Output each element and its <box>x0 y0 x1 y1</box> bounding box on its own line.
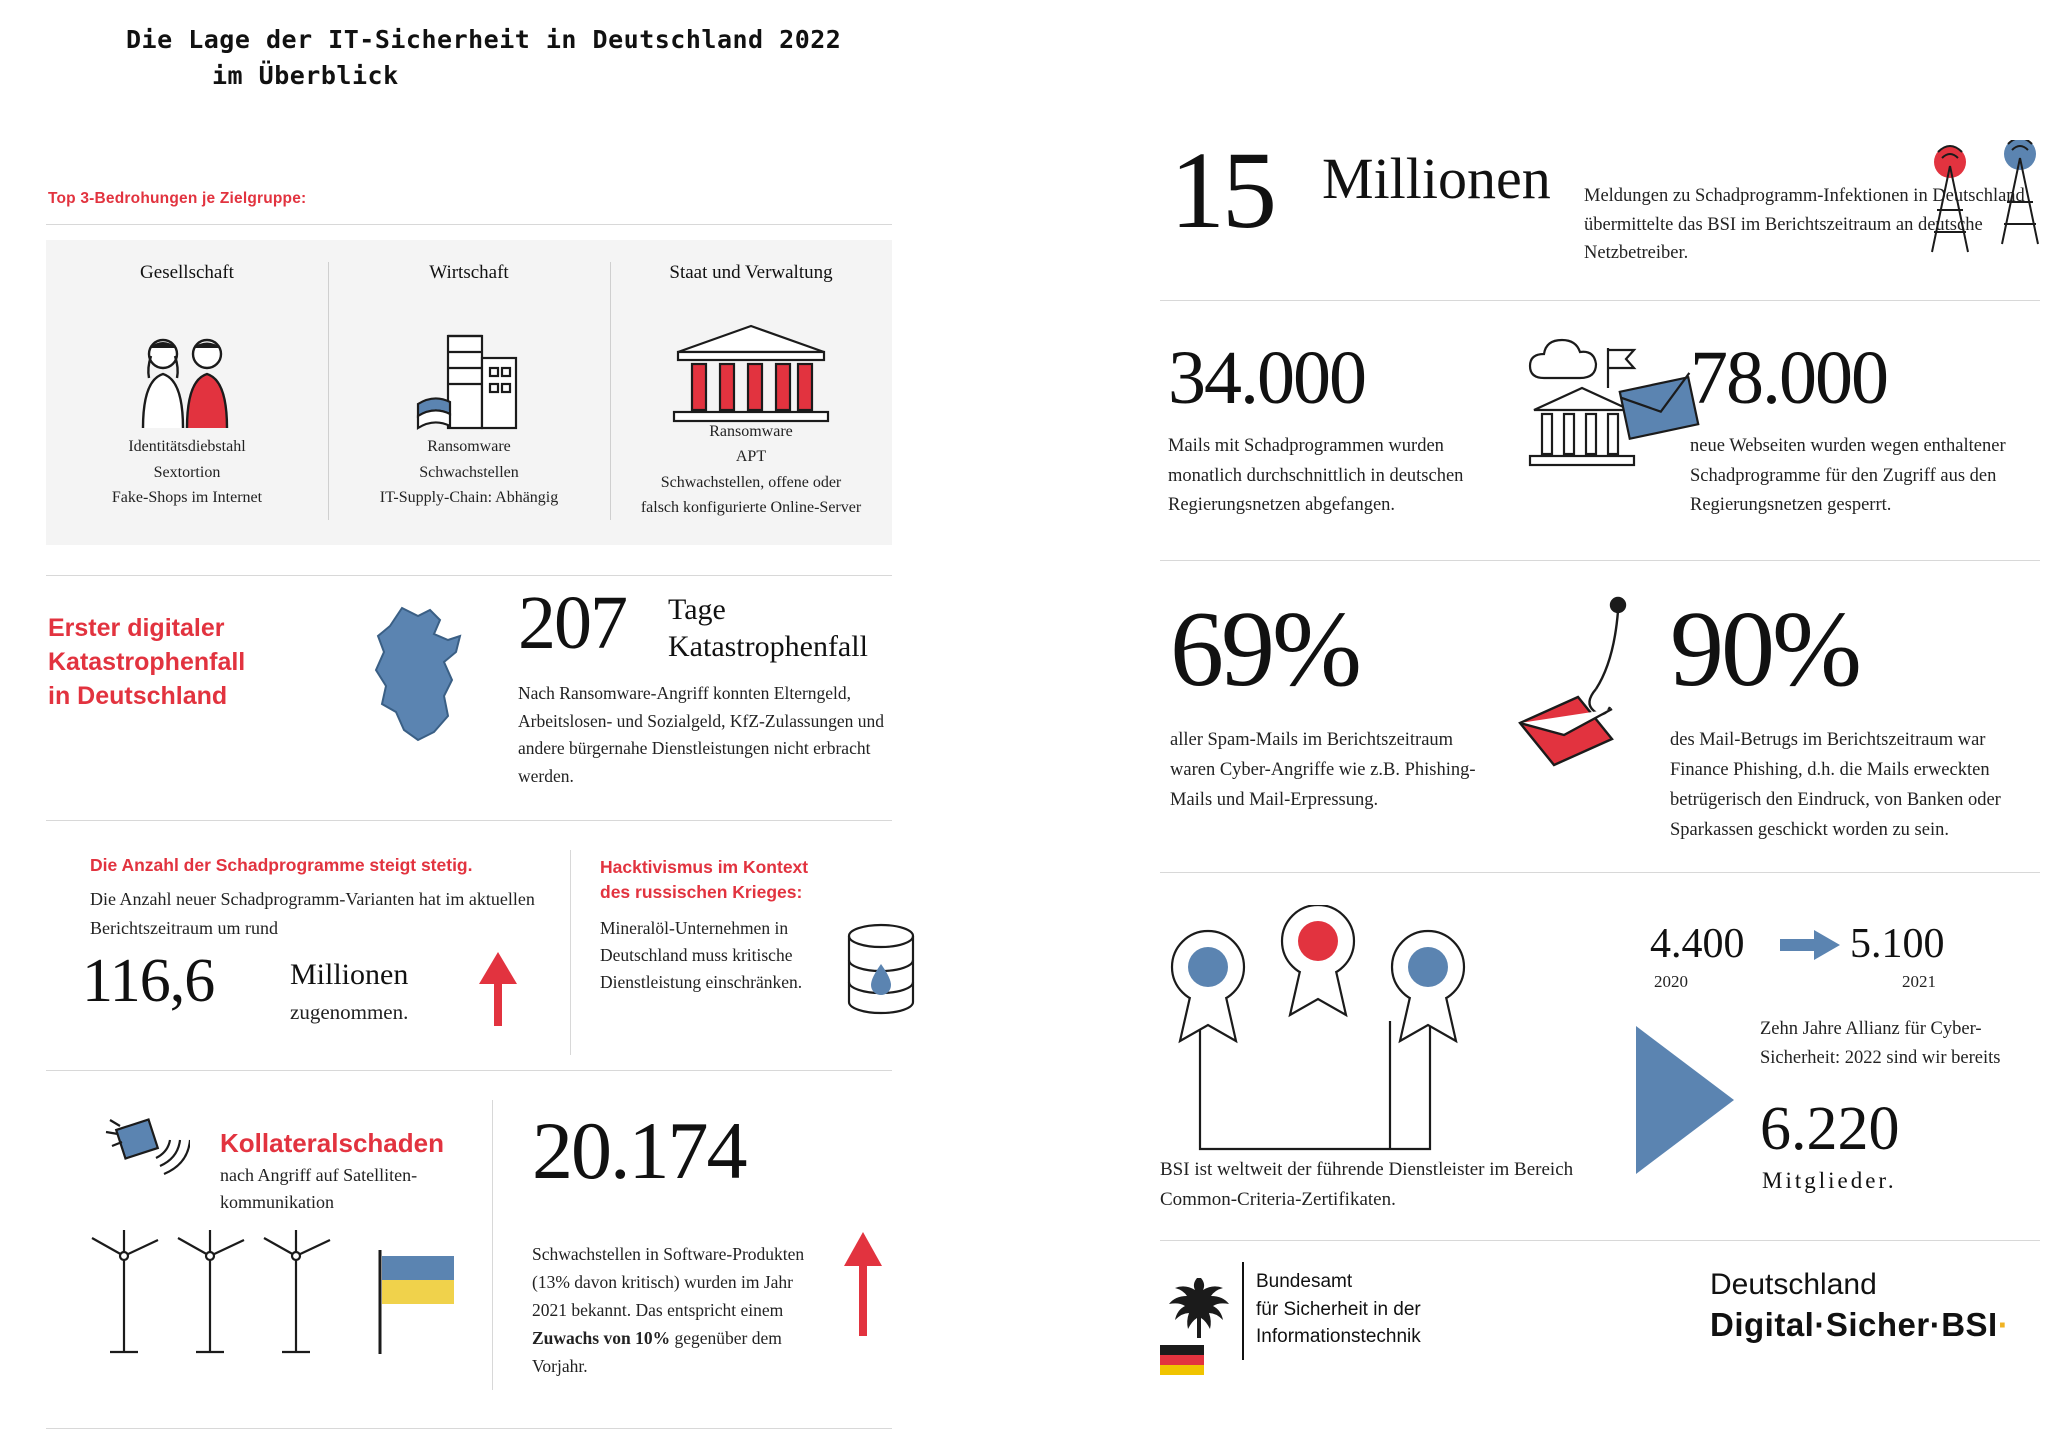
claim-line2-text: Digital·Sicher·BSI <box>1710 1306 1998 1343</box>
websites-blocked-body: neue Webseiten wurden wegen enthaltener Schadprogramme für den Zugriff aus den Regierungsnetzen gesperrt. <box>1690 436 2006 516</box>
malware-body: Die Anzahl neuer Schadprogramm-Varianten hat im aktuellen Berichtszeitraum um rund <box>90 889 535 938</box>
phishing-percentage: 90% <box>1670 590 1859 709</box>
disaster-body: Nach Ransomware-Angriff konnten Elterngeld, Arbeitslosen- und Sozialgeld, KfZ-Zulassungen und andere bürgernahe Dienstleistungen nicht erbracht werden. <box>518 683 884 786</box>
alliance-text: Zehn Jahre Allianz für Cyber-Sicherheit: 2022 sind wir bereits <box>1760 1019 2001 1068</box>
threat-item: Ransomware <box>709 422 793 440</box>
alliance-members-label: Mitglieder. <box>1762 1168 1897 1193</box>
triangle-icon <box>1630 1020 1740 1185</box>
spam-body: aller Spam-Mails im Berichtszeitraum waren Cyber-Angriffe wie z.B. Phishing-Mails und Mail-Erpressung. <box>1170 730 1476 810</box>
disaster-title-line2: Katastrophenfall <box>48 647 246 676</box>
german-flag-icon <box>1160 1345 1204 1375</box>
claim-line1: Deutschland <box>1710 1268 1877 1301</box>
top3-threats-label: Top 3-Bedrohungen je Zielgruppe: <box>48 190 307 207</box>
left-column <box>40 0 940 1451</box>
two-people-icon <box>127 318 247 439</box>
collateral-subtitle <box>220 1162 510 1216</box>
malware-unit: Millionen <box>290 958 409 991</box>
reports-number: 15 <box>1170 129 1274 251</box>
disaster-title-line1: Erster digitaler <box>48 614 225 642</box>
threat-group-title: Staat und Verwaltung <box>669 262 833 283</box>
top3-threats-box <box>46 240 892 545</box>
government-building-icon <box>666 318 836 433</box>
claim-line2 <box>1710 1306 2009 1344</box>
threat-group-wirtschaft <box>328 240 610 545</box>
accent-dot: · <box>1997 1306 2010 1343</box>
divider <box>492 1100 493 1390</box>
collateral-title: Kollateralschaden <box>220 1128 444 1158</box>
divider <box>46 1428 892 1429</box>
organisation-name <box>1256 1268 1421 1351</box>
hacktivism-body: Mineralöl-Unternehmen in Deutschland muss kritische Dienstleistung einschränken. <box>600 918 803 993</box>
alliance-2020-value: 4.400 <box>1650 921 1745 967</box>
threat-group-title: Gesellschaft <box>140 262 234 283</box>
up-arrow-icon <box>840 1230 886 1341</box>
page-title-line2: im Überblick <box>212 60 399 90</box>
threat-item: Ransomware <box>427 438 511 456</box>
organisation-name-line3: Informationstechnik <box>1256 1326 1421 1348</box>
mails-blocked-body: Mails mit Schadprogrammen wurden monatlich durchschnittlich in deutschen Regierungsnetzen abgefangen. <box>1168 436 1464 516</box>
collateral-subtitle-line1: nach Angriff auf Satelliten- <box>220 1165 418 1185</box>
disaster-unit-line1: Tage <box>668 593 726 626</box>
germany-map-icon <box>356 600 486 755</box>
disaster-title <box>48 612 348 713</box>
phishing-hook-mail-icon <box>1500 595 1670 800</box>
reports-unit: Millionen <box>1322 146 1551 211</box>
satellite-icon <box>98 1110 190 1189</box>
vulnerabilities-body-highlight: Zuwachs von 10% <box>532 1328 671 1348</box>
malware-number: 116,6 <box>82 947 215 1015</box>
divider <box>1160 1240 2040 1241</box>
threat-group-items <box>46 434 328 511</box>
threat-item: Schwachstellen, offene oder <box>660 473 842 491</box>
hacktivism-title-line1: Hacktivismus im Kontext <box>600 857 809 877</box>
disaster-days-number: 207 <box>518 581 626 665</box>
divider <box>1160 872 2040 873</box>
up-arrow-icon <box>475 950 521 1031</box>
factory-icon <box>404 318 534 439</box>
vulnerabilities-body-part1: Schwachstellen in Software-Produkten (13% davon kritisch) wurden im Jahr 2021 bekannt. Das entspricht einem <box>532 1244 805 1320</box>
page-title-line1: Die Lage der IT-Sicherheit in Deutschland 2022 <box>126 25 842 54</box>
divider <box>46 224 892 225</box>
collateral-subtitle-line2: kommunikation <box>220 1192 334 1212</box>
spam-percentage: 69% <box>1170 590 1359 709</box>
hacktivism-title <box>600 855 900 904</box>
vulnerabilities-number: 20.174 <box>532 1105 746 1196</box>
certification-body: BSI ist weltweit der führende Dienstleister im Bereich Common-Criteria-Zertifikaten. <box>1160 1159 1574 1211</box>
threat-item: IT-Supply-Chain: Abhängig <box>379 489 559 507</box>
websites-blocked-number: 78.000 <box>1690 336 1887 420</box>
threat-group-gesellschaft <box>46 240 328 545</box>
threat-item: Schwachstellen <box>419 463 519 481</box>
threat-item: Fake-Shops im Internet <box>111 489 263 507</box>
federal-eagle-icon <box>1160 1272 1234 1353</box>
radio-masts-icon <box>1920 140 2048 265</box>
oil-barrel-icon <box>838 920 924 1025</box>
hacktivism-title-line2: des russischen Krieges: <box>600 881 803 902</box>
threat-item: APT <box>735 448 767 466</box>
disaster-days-unit <box>668 592 868 665</box>
alliance-2021-label: 2021 <box>1902 972 1936 991</box>
alliance-2020-label: 2020 <box>1654 972 1688 991</box>
alliance-2021-value: 5.100 <box>1850 921 1945 967</box>
wind-turbines-icon <box>80 1230 480 1385</box>
threat-group-items <box>328 434 610 511</box>
reports-body: Meldungen zu Schadprogramm-Infektionen in Deutschland übermittelte das BSI im Berichtszeitraum an deutsche Netzbetreiber. <box>1584 186 2025 264</box>
vulnerabilities-body-part2: gegenüber dem Vorjahr. <box>532 1328 782 1376</box>
phishing-body: des Mail-Betrugs im Berichtszeitraum war Finance Phishing, d.h. die Mails erweckten betrügerisch den Eindruck, von Banken oder Sparkassen geschickt worden zu sein. <box>1670 730 2001 840</box>
award-rosettes-icon <box>1160 905 1580 1160</box>
threat-group-staat <box>610 240 892 545</box>
divider <box>1160 560 2040 561</box>
organisation-name-line1: Bundesamt <box>1256 1271 1353 1292</box>
right-column <box>1150 0 2030 1451</box>
divider <box>1242 1262 1244 1360</box>
threat-group-items <box>610 419 892 521</box>
threat-item: Sextortion <box>153 463 221 481</box>
alliance-members-number: 6.220 <box>1760 1095 1900 1163</box>
right-arrow-icon <box>1780 928 1842 967</box>
divider <box>46 575 892 576</box>
vulnerabilities-body <box>532 1240 822 1380</box>
malware-suffix: zugenommen. <box>290 1000 409 1024</box>
ukraine-flag-icon <box>380 1250 454 1354</box>
divider <box>1160 300 2040 301</box>
threat-item: Identitätsdiebstahl <box>128 438 246 456</box>
threat-group-title: Wirtschaft <box>429 262 509 283</box>
disaster-title-line3: in Deutschland <box>48 681 228 710</box>
mails-blocked-number: 34.000 <box>1168 336 1365 420</box>
organisation-name-line2: für Sicherheit in der <box>1256 1298 1421 1320</box>
divider <box>46 820 892 821</box>
threat-item: falsch konfigurierte Online-Server <box>640 499 862 517</box>
disaster-unit-line2: Katastrophenfall <box>668 629 868 663</box>
divider <box>46 1070 892 1071</box>
malware-title: Die Anzahl der Schadprogramme steigt stetig. <box>90 855 473 875</box>
government-mail-icon <box>1520 332 1710 487</box>
divider <box>570 850 571 1055</box>
